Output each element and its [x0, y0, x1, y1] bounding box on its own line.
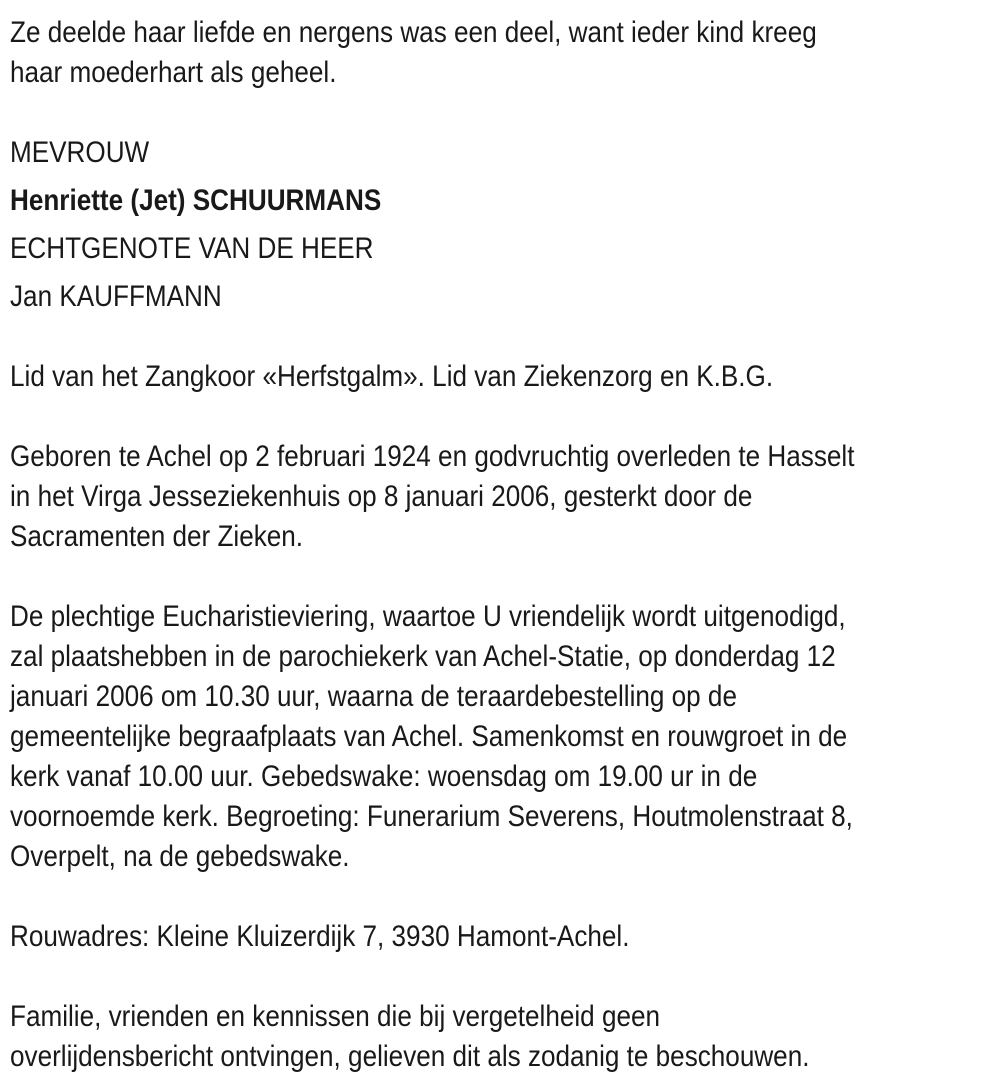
salutation-text: MEVROUW [10, 136, 150, 169]
paragraph-mourning-address [10, 917, 1000, 957]
deceased-name-text: Henriette (Jet) SCHUURMANS [10, 184, 382, 217]
closing-note-line: Familie, vrienden en kennissen die bij vergetelheid geen [10, 1000, 661, 1033]
service-details-line: Overpelt, na de gebedswake. [10, 840, 350, 873]
epigraph-line: haar moederhart als geheel. [10, 56, 337, 89]
life-dates-line: in het Virga Jesseziekenhuis op 8 januari 2006, gesterkt door de [10, 480, 753, 513]
paragraph-spouse-name [10, 277, 1000, 317]
closing-note-line: overlijdensbericht ontvingen, gelieven dit als zodanig te beschouwen. [10, 1040, 810, 1073]
paragraph-life-dates [10, 437, 1000, 557]
service-details-line: zal plaatshebben in de parochiekerk van Achel-Statie, op donderdag 12 [10, 640, 836, 673]
service-details-line: kerk vanaf 10.00 uur. Gebedswake: woensdag om 19.00 ur in de [10, 760, 758, 793]
life-dates-line: Sacramenten der Zieken. [10, 520, 304, 553]
service-details-line: De plechtige Eucharistieviering, waartoe U vriendelijk wordt uitgenodigd, [10, 600, 846, 633]
paragraph-epigraph [10, 13, 1000, 93]
spouse-name-text: Jan KAUFFMANN [10, 280, 222, 313]
mourning-address-text: Rouwadres: Kleine Kluizerdijk 7, 3930 Hamont-Achel. [10, 920, 630, 953]
service-details-line: januari 2006 om 10.30 uur, waarna de teraardebestelling op de [10, 680, 737, 713]
spouse-intro-text: ECHTGENOTE VAN DE HEER [10, 232, 374, 265]
paragraph-salutation [10, 133, 1000, 173]
service-details-line: voornoemde kerk. Begroeting: Funerarium Severens, Houtmolenstraat 8, [10, 800, 853, 833]
epigraph-line: Ze deelde haar liefde en nergens was een deel, want ieder kind kreeg [10, 16, 817, 49]
paragraph-closing-note [10, 997, 1000, 1077]
paragraph-deceased-name [10, 181, 1000, 221]
paragraph-service-details [10, 597, 1000, 877]
memberships-text: Lid van het Zangkoor «Herfstgalm». Lid van Ziekenzorg en K.B.G. [10, 360, 774, 393]
text-column [10, 13, 1000, 1077]
paragraph-memberships [10, 357, 1000, 397]
life-dates-line: Geboren te Achel op 2 februari 1924 en godvruchtig overleden te Hasselt [10, 440, 855, 473]
service-details-line: gemeentelijke begraafplaats van Achel. Samenkomst en rouwgroet in de [10, 720, 848, 753]
paragraph-spouse-intro [10, 229, 1000, 269]
